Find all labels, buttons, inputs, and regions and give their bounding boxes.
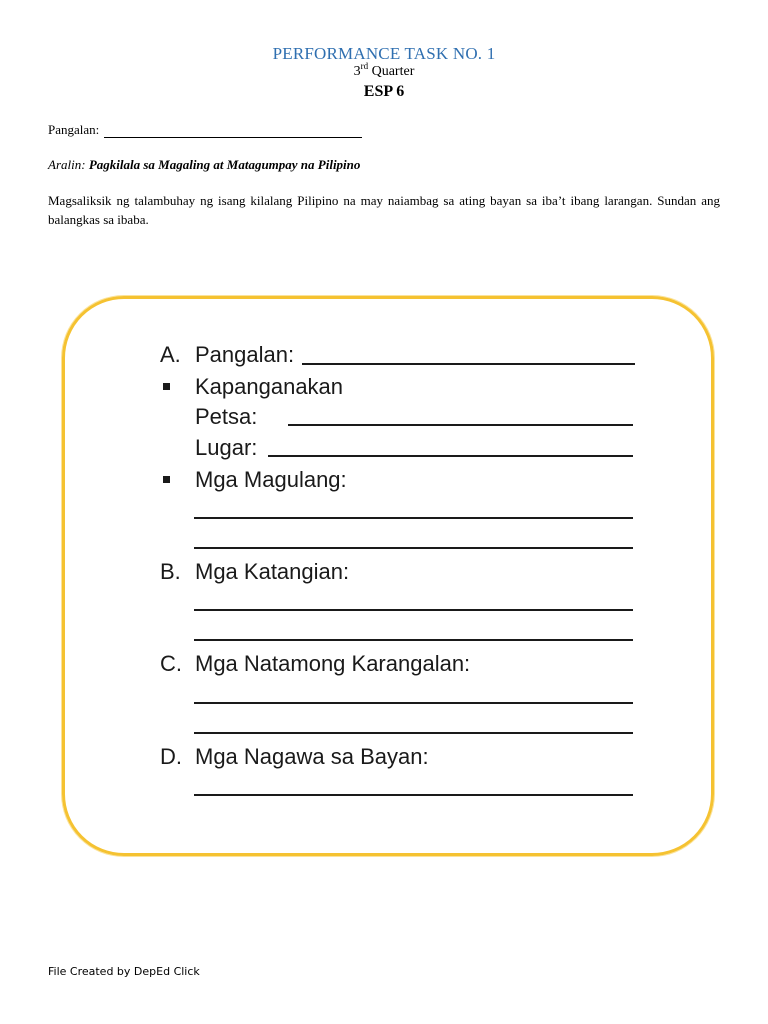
date-label: Petsa:	[195, 404, 258, 429]
item-a-label: Pangalan:	[195, 342, 295, 367]
item-d-letter: D.	[160, 744, 182, 769]
honors-answer-line-2[interactable]	[194, 732, 633, 734]
lesson-label: Aralin:	[48, 157, 86, 172]
item-c-label: Mga Natamong Karangalan:	[195, 651, 471, 676]
quarter-number: 3	[353, 64, 361, 79]
name-answer-line[interactable]	[302, 363, 635, 365]
item-d-label: Mga Nagawa sa Bayan:	[195, 744, 429, 769]
parents-answer-line-1[interactable]	[194, 517, 633, 519]
subject-title: ESP 6	[363, 83, 405, 100]
item-b-letter: B.	[160, 559, 181, 584]
honors-answer-line-1[interactable]	[194, 702, 633, 704]
item-b-label: Mga Katangian:	[195, 559, 350, 584]
lesson-topic: Pagkilala sa Magaling at Matagumpay na Pilipino	[88, 157, 361, 172]
student-name-label: Pangalan:	[48, 122, 100, 137]
quarter-suffix: rd	[360, 61, 369, 71]
date-answer-line[interactable]	[288, 424, 633, 426]
item-a-letter: A.	[160, 342, 181, 367]
place-label: Lugar:	[195, 435, 258, 460]
birth-label: Kapanganakan	[195, 374, 344, 399]
traits-answer-line-2[interactable]	[194, 639, 633, 641]
task-title: PERFORMANCE TASK NO. 1	[272, 44, 496, 63]
place-answer-line[interactable]	[268, 455, 633, 457]
contributions-answer-line[interactable]	[194, 794, 633, 796]
parents-answer-line-2[interactable]	[194, 547, 633, 549]
bullet-icon	[163, 383, 170, 390]
quarter-word: Quarter	[371, 64, 415, 79]
footer-credit: File Created by DepEd Click	[48, 965, 200, 978]
instructions-paragraph: Magsaliksik ng talambuhay ng isang kilalang Pilipino na may naiambag sa ating bayan sa iba’t ibang larangan. Sundan ang balangkas sa ibaba.	[48, 193, 720, 227]
traits-answer-line-1[interactable]	[194, 609, 633, 611]
parents-label: Mga Magulang:	[195, 467, 347, 492]
bullet-icon	[163, 476, 170, 483]
item-c-letter: C.	[160, 651, 182, 676]
